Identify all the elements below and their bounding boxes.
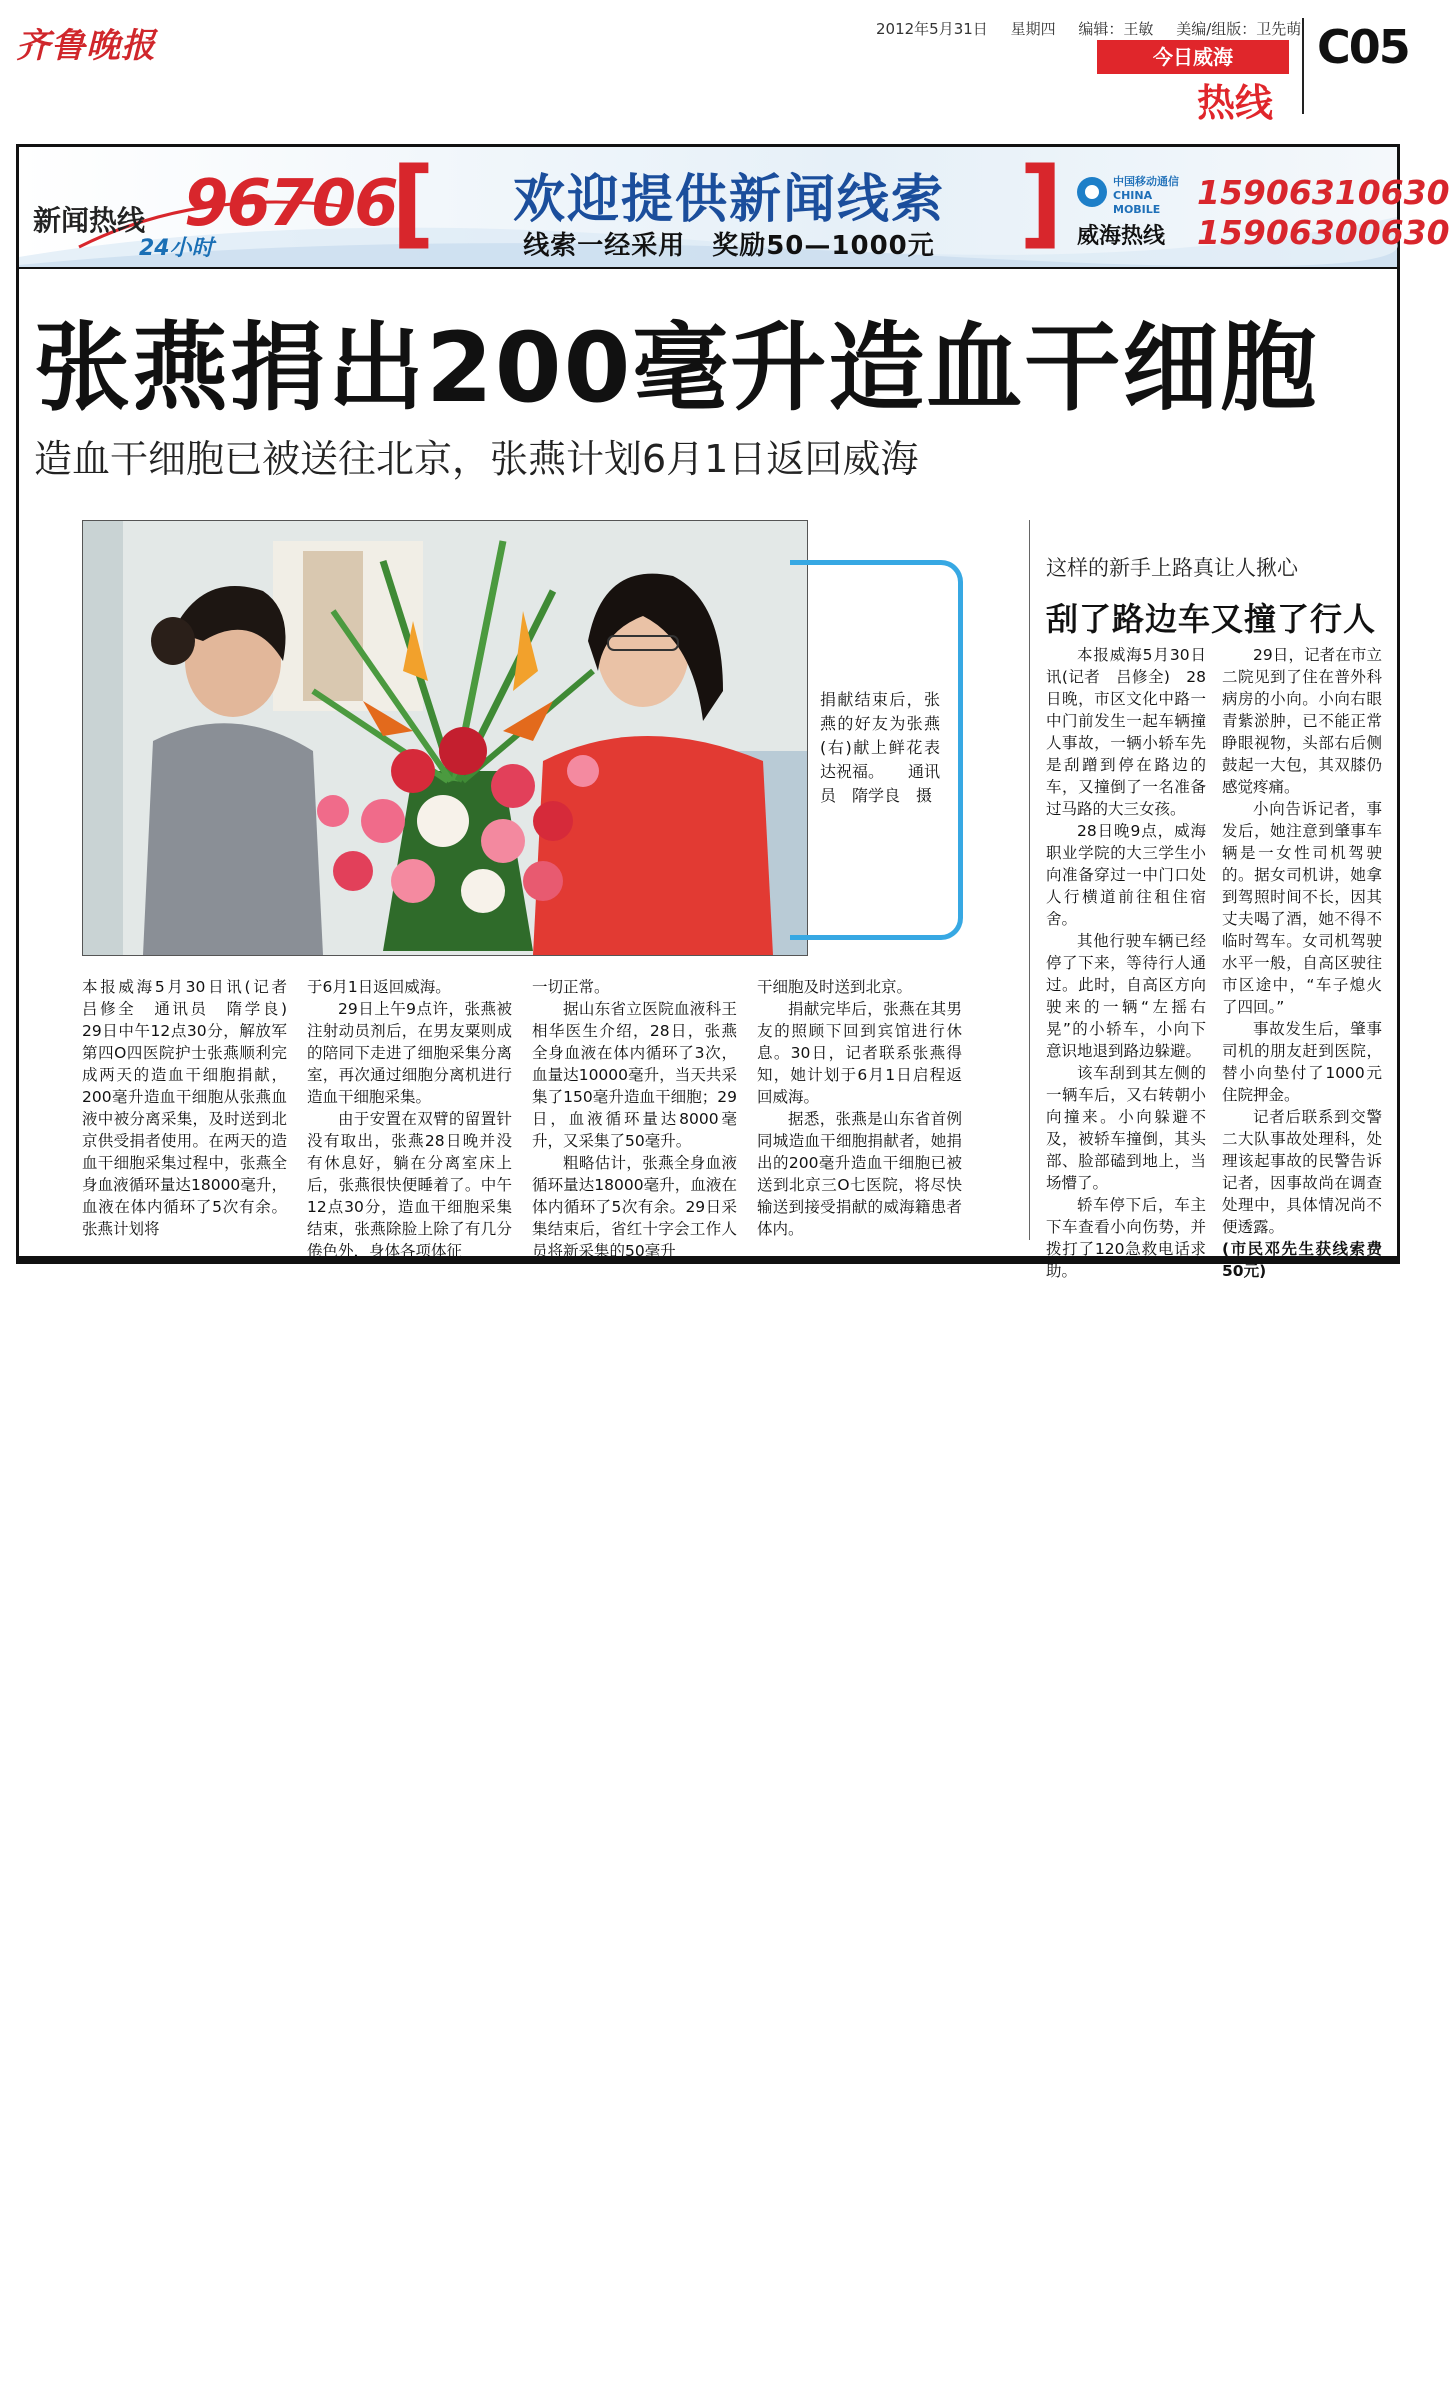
banner-reward: 线索一经采用 奖励50—1000元 [523, 231, 935, 261]
issue-meta [876, 18, 1319, 39]
section-title: 热线 [1197, 81, 1274, 125]
editor-credit: 编辑：王敏 [1078, 20, 1154, 38]
side-headline: 刮了路边车又撞了行人 [1046, 600, 1377, 638]
column-divider [1029, 520, 1030, 1240]
photo-illustration [83, 521, 807, 955]
issue-date: 2012年5月31日 [876, 20, 988, 38]
side-column [1046, 644, 1206, 1282]
paragraph: 于6月1日返回威海。 [307, 978, 451, 996]
story-column [757, 976, 962, 1240]
paragraph: 据悉，张燕是山东省首例同城造血干细胞捐献者，她捐出的200毫升造血干细胞已被送到北京三O七医院，将尽快输送到接受捐献的威海籍患者体内。 [757, 1110, 962, 1238]
tip-fee-note: (市民邓先生获线索费50元) [1222, 1240, 1382, 1280]
masthead-divider [1302, 18, 1304, 114]
paragraph: 粗略估计，张燕全身血液循环量达18000毫升，血液在体内循环了5次有余。29日采集结束后，省红十字会工作人员将新采集的50毫升 [532, 1154, 737, 1260]
paragraph: 据山东省立医院血液科王相华医生介绍，28日，张燕全身血液在体内循环了3次，血量达10000毫升，当天共采集了150毫升造血干细胞；29日，血液循环量达8000毫升，又采集了50毫升。 [532, 1000, 737, 1150]
paragraph: 轿车停下后，车主下车查看小向伤势，并拨打了120急救电话求助。 [1046, 1196, 1206, 1280]
paragraph: 记者后联系到交警二大队事故处理科，处理该起事故的民警告诉记者，因事故尚在调查处理中，具体情况尚不便透露。 [1222, 1108, 1382, 1236]
paragraph: 本报威海5月30日讯(记者 吕修全 通讯员 隋学良) 29日中午12点30分，解放军第四O四医院护士张燕顺利完成两天的造血干细胞捐献，200毫升造血干细胞从张燕血液中被分离采集，及时送到北京供受捐者使用。在两天的造血干细胞采集过程中，张燕全身血液循环量达18000毫升，血液在体内循环了5次有余。张燕计划将 [82, 978, 303, 1238]
paragraph: 其他行驶车辆已经停了下来，等待行人通过。此时，自高区方向驶来的一辆“左摇右晃”的小轿车，小向下意识地退到路边躲避。 [1046, 932, 1206, 1060]
main-subheadline: 造血干细胞已被送往北京，张燕计划6月1日返回威海 [34, 437, 919, 481]
paragraph: 该车刮到其左侧的一辆车后，又右转朝小向撞来。小向躲避不及，被轿车撞倒，其头部、脸部磕到地上，当场懵了。 [1046, 1064, 1206, 1192]
carrier-name: 中国移动通信 CHINA MOBILE [1113, 175, 1179, 216]
page-number: C05 [1317, 20, 1409, 74]
paragraph: 29日，记者在市立二院见到了住在普外科病房的小向。小向右眼青紫淤肿，已不能正常睁眼视物，头部右后侧鼓起一大包，其双膝仍感觉疼痛。 [1222, 646, 1382, 796]
hotline-banner [19, 147, 1450, 269]
section-tab: 今日威海 [1097, 40, 1289, 74]
paragraph: 28日晚9点，威海职业学院的大三学生小向准备穿过一中门口处人行横道前往租住宿舍。 [1046, 822, 1206, 928]
paragraph: 小向告诉记者，事发后，她注意到肇事车辆是一女性司机驾驶的。据女司机讲，她拿到驾照时间不长，因其丈夫喝了酒，她不得不临时驾车。女司机驾驶水平一般，自高区驶往市区途中，“车子熄火了四回。” [1222, 800, 1382, 1016]
paragraph: 事故发生后，肇事司机的朋友赶到医院，替小向垫付了1000元住院押金。 [1222, 1020, 1382, 1104]
banner-welcome: 欢迎提供新闻线索 [512, 170, 945, 230]
main-headline: 张燕捐出200毫升造血干细胞 [34, 312, 1319, 424]
phone-number: 15906300630 [1197, 213, 1450, 252]
side-kicker: 这样的新手上路真让人揪心 [1046, 556, 1298, 580]
carrier-hotline-label: 威海热线 [1077, 224, 1166, 249]
issue-weekday: 星期四 [1010, 20, 1056, 38]
story-column [307, 976, 512, 1262]
paragraph: 29日上午9点许，张燕被注射动员剂后，在男友粟则成的陪同下走进了细胞采集分离室，再次通过细胞分离机进行造血干细胞采集。 [307, 1000, 512, 1106]
story-column [82, 976, 303, 1240]
designer-credit: 美编/组版：卫先萌 [1176, 20, 1302, 38]
hotline-hours: 24小时 [139, 236, 214, 261]
photo-caption: 捐献结束后，张燕的好友为张燕(右)献上鲜花表达祝福。 通讯员 隋学良 摄 [820, 690, 941, 805]
phone-number: 15906310630 [1197, 173, 1450, 212]
hotline-number: 96706 [184, 167, 397, 241]
paragraph: 干细胞及时送到北京。 [757, 978, 913, 996]
paper-name: 齐鲁晚报 [16, 26, 156, 66]
bracket-left-icon: [ [391, 147, 435, 259]
china-mobile-logo-icon [1077, 177, 1107, 207]
story-column [532, 976, 737, 1262]
news-photo [82, 520, 808, 956]
hotline-label: 新闻热线 [33, 204, 146, 237]
paragraph: 本报威海5月30日讯(记者 吕修全) 28日晚，市区文化中路一中门前发生一起车辆撞人事故，一辆小轿车先是刮蹭到停在路边的车，又撞倒了一名准备过马路的大三女孩。 [1046, 646, 1206, 818]
carrier-phones [1197, 173, 1450, 253]
paragraph: 由于安置在双臂的留置针没有取出，张燕28日晚并没有休息好，躺在分离室床上后，张燕很快便睡着了。中午12点30分，造血干细胞采集结束，张燕除脸上除了有几分倦色外，身体各项体征 [307, 1110, 512, 1260]
paragraph: 捐献完毕后，张燕在其男友的照顾下回到宾馆进行休息。30日，记者联系张燕得知，她计划于6月1日启程返回威海。 [757, 1000, 962, 1106]
bracket-right-icon: ] [1019, 147, 1063, 259]
paragraph: 一切正常。 [532, 978, 610, 996]
side-column [1222, 644, 1382, 1282]
